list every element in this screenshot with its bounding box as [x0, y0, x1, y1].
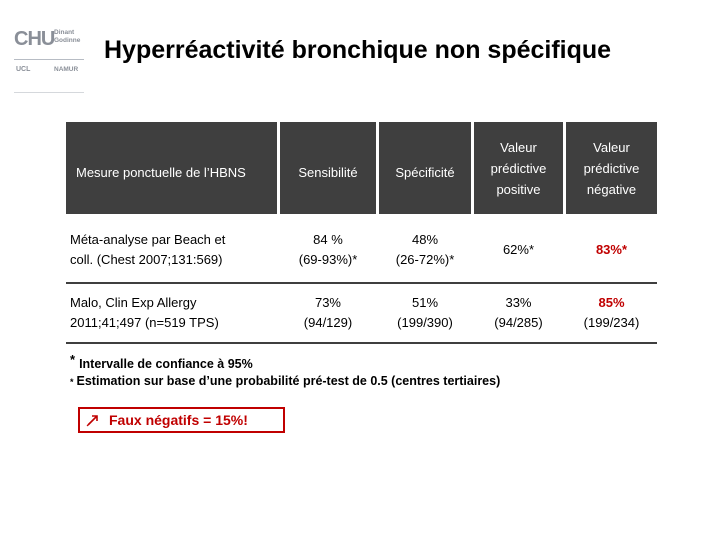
table-bottom-line: [66, 342, 657, 344]
row1-specificity: 48% (26-72%)*: [395, 232, 455, 267]
row2-ppv: 33% (94/285): [494, 295, 543, 330]
logo-city-godinne: Godinne: [54, 37, 81, 44]
logo-org: UCL: [16, 66, 31, 73]
header-npv: Valeur prédictive négative: [583, 139, 640, 197]
row1-ppv: 62%*: [502, 242, 535, 257]
header-measure: Mesure ponctuelle de l’HBNS: [76, 164, 246, 180]
logo-city-namur: NAMUR: [54, 66, 79, 73]
results-table: [66, 122, 657, 344]
header-specificity: Spécificité: [395, 164, 455, 180]
footnote-estimate-text: Estimation sur base d’une probabilité pré-test de 0.5 (centres tertiaires): [76, 374, 501, 388]
row2-study: Malo, Clin Exp Allergy 2011;41;497 (n=519 TPS): [70, 295, 219, 330]
row2-npv: 85% (199/234): [583, 295, 640, 330]
footnote-estimate: [70, 374, 500, 388]
row2-sensitivity: 73% (94/129): [303, 295, 353, 330]
footnote-marker: *: [70, 352, 76, 367]
chu-logo: [14, 28, 86, 94]
footnote-marker: *: [70, 377, 74, 387]
logo-city-dinant: Dinant: [54, 29, 75, 36]
logo-cities: [54, 29, 80, 45]
logo-bottom-line: [14, 92, 84, 93]
logo-divider: [14, 59, 84, 60]
header-sensitivity: Sensibilité: [298, 164, 358, 180]
slide-title: Hyperréactivité bronchique non spécifique: [104, 36, 612, 64]
logo-brand: CHU: [14, 28, 55, 50]
row2-specificity: 51% (199/390): [397, 295, 453, 330]
footnote-ci: [70, 352, 253, 371]
row1-npv: 83%*: [595, 242, 628, 257]
row1-sensitivity: 84 % (69-93%)*: [298, 232, 358, 267]
footnote-ci-text: Intervalle de confiance à 95%: [79, 357, 253, 371]
row1-study: Méta-analyse par Beach et coll. (Chest 2007;131:569): [70, 232, 226, 267]
false-negatives-callout: [78, 407, 285, 433]
callout-text: Faux négatifs = 15%!: [109, 412, 248, 428]
header-ppv: Valeur prédictive positive: [490, 139, 547, 197]
arrow-up-right-icon: [84, 411, 102, 429]
